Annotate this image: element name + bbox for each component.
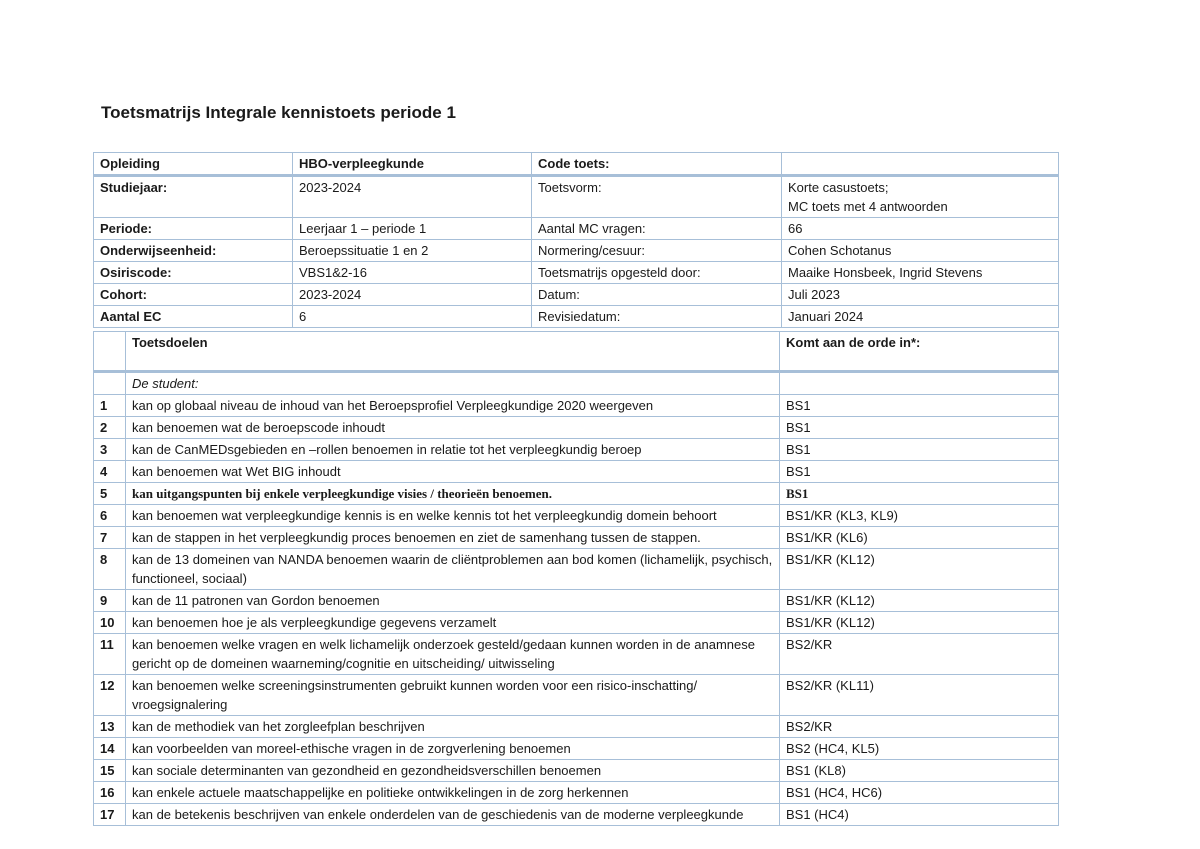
goal-number: 4 <box>94 461 126 483</box>
goals-intro-row <box>94 372 1059 395</box>
goal-row <box>94 804 1059 826</box>
info-value-2 <box>782 153 1059 176</box>
goal-row <box>94 782 1059 804</box>
goal-text: kan de 13 domeinen van NANDA benoemen waarin de cliëntproblemen aan bod komen (lichamelijk, psychisch, functioneel, sociaal) <box>126 549 780 590</box>
goal-row <box>94 439 1059 461</box>
info-label: Opleiding <box>94 153 293 176</box>
goal-reference: BS1 <box>780 395 1059 417</box>
goal-row <box>94 738 1059 760</box>
goal-reference: BS1 <box>780 439 1059 461</box>
goal-number: 17 <box>94 804 126 826</box>
info-value-2: Korte casustoets; MC toets met 4 antwoorden <box>782 176 1059 218</box>
goal-row <box>94 590 1059 612</box>
goal-number: 6 <box>94 505 126 527</box>
goal-text: kan uitgangspunten bij enkele verpleegkundige visies / theorieën benoemen. <box>126 483 780 505</box>
goal-reference: BS1/KR (KL12) <box>780 549 1059 590</box>
goal-reference: BS1 <box>780 417 1059 439</box>
goals-intro-num <box>94 372 126 395</box>
goal-number: 10 <box>94 612 126 634</box>
goal-number: 7 <box>94 527 126 549</box>
goal-text: kan benoemen wat verpleegkundige kennis is en welke kennis tot het verpleegkundig domein behoort <box>126 505 780 527</box>
goal-row <box>94 395 1059 417</box>
info-label: Osiriscode: <box>94 262 293 284</box>
goal-reference: BS1/KR (KL3, KL9) <box>780 505 1059 527</box>
goal-number: 8 <box>94 549 126 590</box>
page-title: Toetsmatrijs Integrale kennistoets periode 1 <box>101 103 456 122</box>
goal-row <box>94 760 1059 782</box>
goals-intro: De student: <box>126 372 780 395</box>
info-value: 2023-2024 <box>293 176 532 218</box>
goal-reference: BS1 (HC4) <box>780 804 1059 826</box>
goal-number: 1 <box>94 395 126 417</box>
goals-header-row <box>94 332 1059 372</box>
info-label: Cohort: <box>94 284 293 306</box>
info-value-2: Juli 2023 <box>782 284 1059 306</box>
goal-reference: BS1 <box>780 483 1059 505</box>
goal-text: kan voorbeelden van moreel-ethische vragen in de zorgverlening benoemen <box>126 738 780 760</box>
goal-row <box>94 483 1059 505</box>
goal-row <box>94 505 1059 527</box>
goal-reference: BS1 (KL8) <box>780 760 1059 782</box>
info-value: Leerjaar 1 – periode 1 <box>293 218 532 240</box>
info-value: Beroepssituatie 1 en 2 <box>293 240 532 262</box>
goal-text: kan benoemen hoe je als verpleegkundige gegevens verzamelt <box>126 612 780 634</box>
info-value: HBO-verpleegkunde <box>293 153 532 176</box>
info-label: Onderwijseenheid: <box>94 240 293 262</box>
info-table <box>93 152 1059 328</box>
info-label-2: Normering/cesuur: <box>532 240 782 262</box>
goal-reference: BS2/KR (KL11) <box>780 675 1059 716</box>
info-row <box>94 176 1059 218</box>
goal-number: 3 <box>94 439 126 461</box>
info-value: 2023-2024 <box>293 284 532 306</box>
goal-row <box>94 612 1059 634</box>
info-label: Periode: <box>94 218 293 240</box>
info-row <box>94 153 1059 176</box>
info-value: VBS1&2-16 <box>293 262 532 284</box>
goal-text: kan benoemen wat de beroepscode inhoudt <box>126 417 780 439</box>
goal-row <box>94 634 1059 675</box>
goal-number: 9 <box>94 590 126 612</box>
goal-reference: BS2 (HC4, KL5) <box>780 738 1059 760</box>
info-row <box>94 262 1059 284</box>
goal-text: kan de betekenis beschrijven van enkele onderdelen van de geschiedenis van de moderne verpleegkunde <box>126 804 780 826</box>
goal-text: kan de CanMEDsgebieden en –rollen benoemen in relatie tot het verpleegkundig beroep <box>126 439 780 461</box>
goal-reference: BS2/KR <box>780 716 1059 738</box>
goal-text: kan de methodiek van het zorgleefplan beschrijven <box>126 716 780 738</box>
info-value-2: 66 <box>782 218 1059 240</box>
goals-header-goal: Toetsdoelen <box>126 332 780 372</box>
goal-text: kan op globaal niveau de inhoud van het Beroepsprofiel Verpleegkundige 2020 weergeven <box>126 395 780 417</box>
goal-row <box>94 675 1059 716</box>
goal-number: 14 <box>94 738 126 760</box>
goal-reference: BS1 (HC4, HC6) <box>780 782 1059 804</box>
goal-number: 2 <box>94 417 126 439</box>
info-label-2: Toetsvorm: <box>532 176 782 218</box>
info-label: Aantal EC <box>94 306 293 328</box>
info-label: Studiejaar: <box>94 176 293 218</box>
goal-row <box>94 549 1059 590</box>
goal-row <box>94 417 1059 439</box>
goal-reference: BS1/KR (KL12) <box>780 590 1059 612</box>
info-row <box>94 306 1059 328</box>
goal-row <box>94 527 1059 549</box>
goal-reference: BS1/KR (KL12) <box>780 612 1059 634</box>
goal-number: 11 <box>94 634 126 675</box>
goals-intro-ref <box>780 372 1059 395</box>
info-value-2: Cohen Schotanus <box>782 240 1059 262</box>
goal-text: kan enkele actuele maatschappelijke en politieke ontwikkelingen in de zorg herkennen <box>126 782 780 804</box>
info-label-2: Code toets: <box>532 153 782 176</box>
goal-number: 5 <box>94 483 126 505</box>
info-row <box>94 284 1059 306</box>
goal-row <box>94 716 1059 738</box>
info-label-2: Aantal MC vragen: <box>532 218 782 240</box>
info-label-2: Toetsmatrijs opgesteld door: <box>532 262 782 284</box>
goal-text: kan benoemen welke vragen en welk lichamelijk onderzoek gesteld/gedaan kunnen worden in de anamnese gericht op de domeinen waarneming/cognitie en uitscheiding/ uitwisseling <box>126 634 780 675</box>
info-label-2: Datum: <box>532 284 782 306</box>
goal-text: kan sociale determinanten van gezondheid en gezondheidsverschillen benoemen <box>126 760 780 782</box>
goal-reference: BS2/KR <box>780 634 1059 675</box>
goal-text: kan de stappen in het verpleegkundig proces benoemen en ziet de samenhang tussen de stappen. <box>126 527 780 549</box>
goal-number: 12 <box>94 675 126 716</box>
goal-number: 16 <box>94 782 126 804</box>
goal-number: 15 <box>94 760 126 782</box>
info-value: 6 <box>293 306 532 328</box>
goal-reference: BS1 <box>780 461 1059 483</box>
goal-text: kan benoemen wat Wet BIG inhoudt <box>126 461 780 483</box>
info-label-2: Revisiedatum: <box>532 306 782 328</box>
goal-reference: BS1/KR (KL6) <box>780 527 1059 549</box>
goal-text: kan de 11 patronen van Gordon benoemen <box>126 590 780 612</box>
goal-number: 13 <box>94 716 126 738</box>
goals-header-order: Komt aan de orde in*: <box>780 332 1059 372</box>
goal-row <box>94 461 1059 483</box>
info-row <box>94 218 1059 240</box>
goals-table <box>93 331 1059 826</box>
info-value-2: Maaike Honsbeek, Ingrid Stevens <box>782 262 1059 284</box>
info-value-2: Januari 2024 <box>782 306 1059 328</box>
goals-header-num <box>94 332 126 372</box>
goal-text: kan benoemen welke screeningsinstrumenten gebruikt kunnen worden voor een risico-inschatting/ vroegsignalering <box>126 675 780 716</box>
info-row <box>94 240 1059 262</box>
